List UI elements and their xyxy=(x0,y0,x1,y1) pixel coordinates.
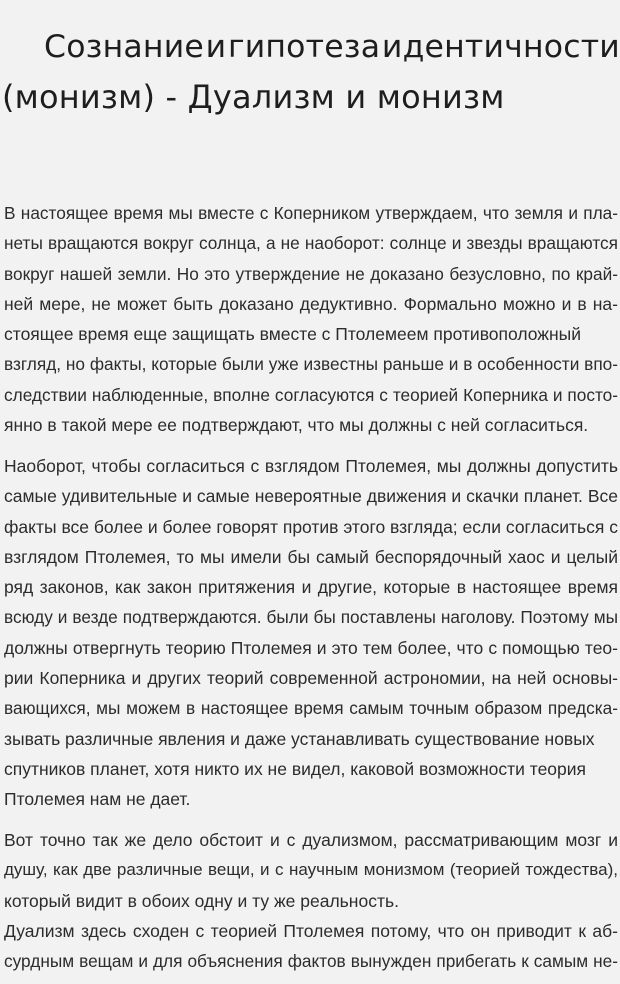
page-title-line-1 xyxy=(0,29,620,65)
text-line: ней мере, не может быть доказано дедуктивно. Формально можно и в на- xyxy=(4,293,618,314)
text-line: Вот точно так же дело обстоит и с дуализмом, рассматривающим мозг и xyxy=(4,830,618,850)
text-line: всюду и везде подтверждаются. были бы поставлены наголову. Поэтому мы xyxy=(4,607,618,628)
page-title-line-2: (монизм) - Дуализм и монизм xyxy=(2,78,505,116)
paragraph-1 xyxy=(4,198,618,440)
text-line: взгляд, но факты, которые были уже известны раньше и в особенности впо- xyxy=(4,354,618,375)
title-word: Сознание xyxy=(44,29,204,66)
text-line: ряд законов, как закон притяжения и другие, которые в настоящее время xyxy=(4,577,618,598)
text-line: самые удивительные и самые невероятные движения и скачки планет. Все xyxy=(4,486,618,507)
text-line: вающихся, мы можем в настоящее время самым точным образом предска- xyxy=(4,698,618,719)
text-line: неты вращаются вокруг солнца, а не наоборот: солнце и звезды вращаются xyxy=(4,233,618,254)
text-line: зывать различные явления и даже устанавливать существование новых xyxy=(4,728,595,749)
text-line: который видит в обоих одну и ту же реальность. xyxy=(4,890,399,911)
text-line: Птолемея нам не дает. xyxy=(4,789,191,810)
text-line: следствии наблюденные, вполне согласуются с теорией Коперника и посто- xyxy=(4,384,618,405)
title-word: идентичности xyxy=(381,29,620,66)
text-line: стоящее время еще защищать вместе с Птолемеем противоположный xyxy=(4,324,582,345)
text-line: янно в такой мере ее подтверждают, что мы должны с ней согласиться. xyxy=(4,415,589,436)
text-line: должны отвергнуть теорию Птолемея и это тем более, что с помощью тео- xyxy=(4,637,618,658)
text-line: вокруг нашей земли. Но это утверждение не доказано безусловно, по край- xyxy=(4,263,618,284)
text-line: В настоящее время мы вместе с Коперником утверждаем, что земля и пла- xyxy=(4,203,618,223)
paragraph-2 xyxy=(4,451,618,815)
text-line: Дуализм здесь сходен с теорией Птолемея потому, что он приводит к аб- xyxy=(4,920,618,941)
text-line: сурдным вещам и для объяснения фактов вынужден прибегать к самым не- xyxy=(4,951,618,972)
title-word: гипотеза xyxy=(227,29,381,66)
text-line: факты все более и более говорят против этого взгляда; если согласиться с xyxy=(4,516,618,537)
text-line: спутников планет, хотя никто их не видел, каковой возможности теория xyxy=(4,758,587,779)
text-line: душу, как две различные вещи, и с научным монизмом (теорией тождества), xyxy=(4,860,618,880)
text-line: взглядом Птолемея, то мы имели бы самый беспорядочный хаос и целый xyxy=(4,546,618,567)
title-word: и xyxy=(205,29,227,66)
paragraph-3 xyxy=(4,825,618,976)
text-line: рии Коперника и других теорий современной астрономии, на ней основы- xyxy=(4,668,618,689)
text-line: Наоборот, чтобы согласиться с взглядом Птолемея, мы должны допустить xyxy=(4,456,618,476)
